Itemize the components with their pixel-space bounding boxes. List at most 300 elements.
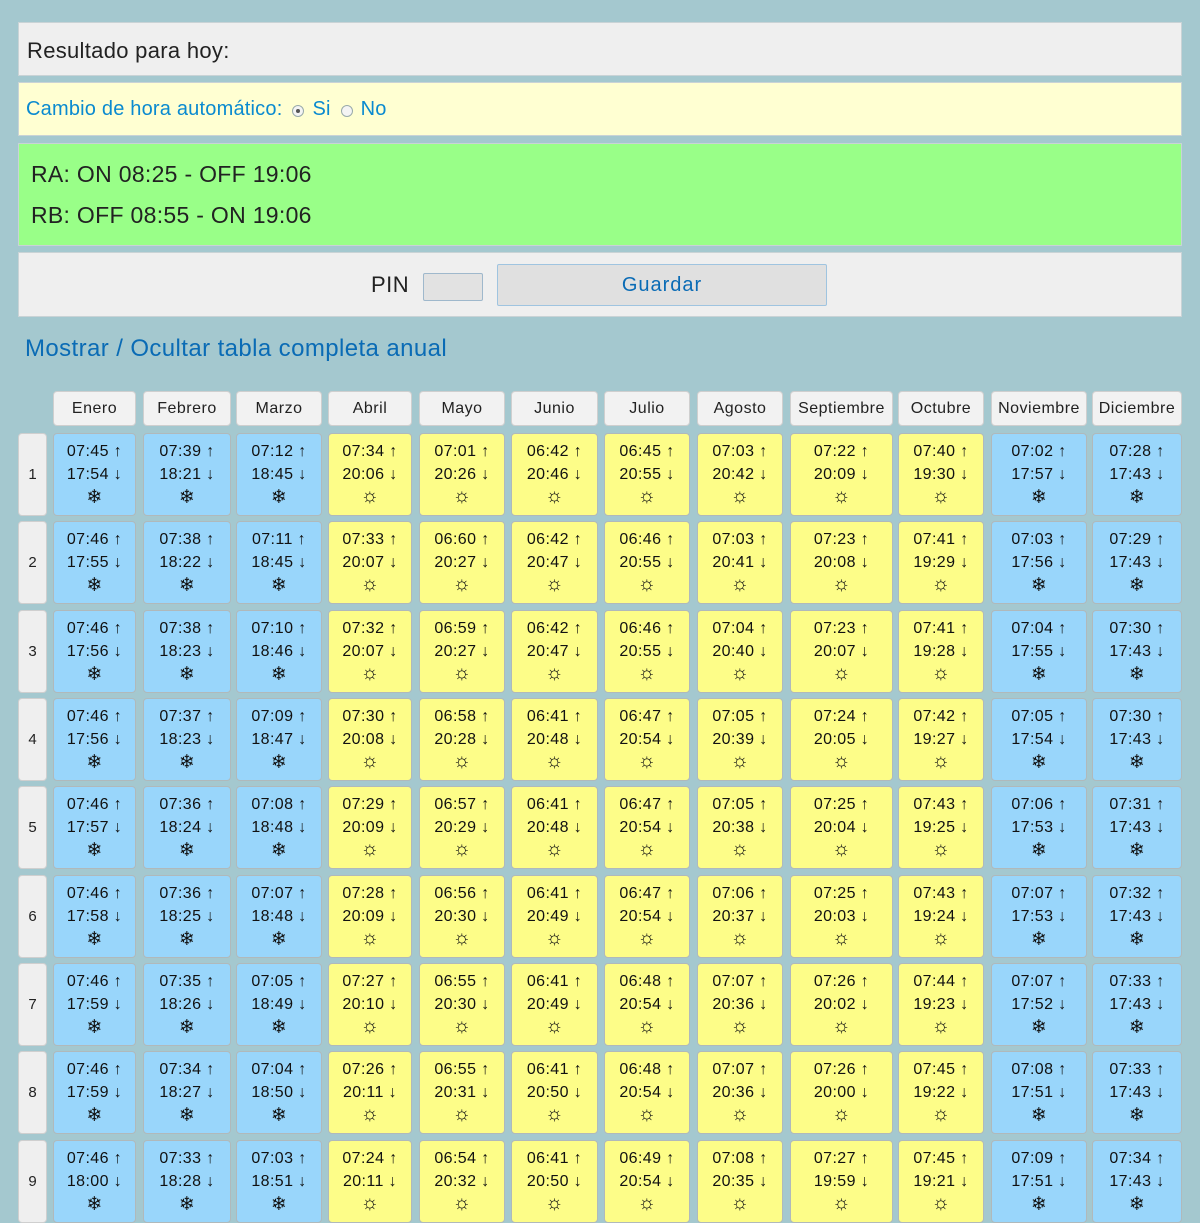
toggle-annual-table-link[interactable]: Mostrar / Ocultar tabla completa anual bbox=[25, 335, 448, 362]
save-button[interactable]: Guardar bbox=[497, 264, 827, 306]
snowflake-icon: ❄ bbox=[270, 575, 288, 596]
day-cell bbox=[419, 698, 505, 781]
sunset-time: 18:45 ↓ bbox=[251, 554, 307, 571]
sunset-time: 17:43 ↓ bbox=[1109, 1173, 1165, 1190]
sunrise-time: 06:54 ↑ bbox=[434, 1150, 490, 1167]
sun-icon: ☼ bbox=[545, 1192, 564, 1214]
day-cell bbox=[419, 1140, 505, 1223]
snowflake-icon: ❄ bbox=[86, 1017, 103, 1038]
sunrise-time: 06:47 ↑ bbox=[619, 885, 675, 902]
dst-radio-no[interactable] bbox=[341, 105, 353, 117]
sunset-time: 20:06 ↓ bbox=[342, 466, 398, 483]
sunset-time: 20:32 ↓ bbox=[434, 1173, 490, 1190]
sunset-time: 18:45 ↓ bbox=[251, 466, 307, 483]
day-cell bbox=[697, 433, 783, 516]
month-header-enero: Enero bbox=[53, 391, 136, 426]
day-cell bbox=[1092, 1140, 1182, 1223]
sunset-time: 19:25 ↓ bbox=[913, 819, 969, 836]
sunrise-time: 06:42 ↑ bbox=[526, 443, 583, 460]
sunset-time: 18:48 ↓ bbox=[251, 819, 307, 836]
sunset-time: 20:49 ↓ bbox=[526, 908, 583, 925]
day-cell bbox=[236, 963, 322, 1046]
sun-icon: ☼ bbox=[931, 1103, 951, 1125]
day-cell bbox=[898, 963, 984, 1046]
sunrise-time: 06:48 ↑ bbox=[619, 973, 675, 990]
dst-radio-si[interactable] bbox=[292, 105, 304, 117]
day-label: 9 bbox=[18, 1140, 47, 1223]
sunrise-time: 06:55 ↑ bbox=[434, 973, 490, 990]
sunrise-time: 07:05 ↑ bbox=[1011, 708, 1067, 725]
sun-icon: ☼ bbox=[832, 927, 851, 949]
day-cell bbox=[143, 610, 231, 693]
sun-icon: ☼ bbox=[452, 1103, 472, 1125]
sun-icon: ☼ bbox=[730, 662, 750, 684]
snowflake-icon: ❄ bbox=[1128, 487, 1146, 508]
month-header-diciembre: Diciembre bbox=[1092, 391, 1182, 426]
result-panel bbox=[18, 22, 1182, 76]
sunset-time: 20:07 ↓ bbox=[342, 554, 398, 571]
month-header-julio: Julio bbox=[604, 391, 690, 426]
day-cell bbox=[328, 1140, 412, 1223]
sunrise-time: 06:41 ↑ bbox=[526, 1061, 583, 1078]
sun-icon: ☼ bbox=[730, 750, 750, 772]
sun-icon: ☼ bbox=[730, 1192, 750, 1214]
sun-icon: ☼ bbox=[545, 573, 564, 595]
day-cell bbox=[697, 963, 783, 1046]
day-cell bbox=[419, 875, 505, 958]
day-label: 8 bbox=[18, 1051, 47, 1134]
sunset-time: 19:24 ↓ bbox=[913, 908, 969, 925]
sun-icon: ☼ bbox=[360, 750, 380, 772]
day-cell bbox=[991, 1051, 1087, 1134]
sunrise-time: 06:57 ↑ bbox=[434, 796, 490, 813]
day-cell bbox=[1092, 786, 1182, 869]
sunrise-time: 06:41 ↑ bbox=[526, 1150, 583, 1167]
sunset-time: 20:36 ↓ bbox=[712, 1084, 768, 1101]
sunrise-time: 07:02 ↑ bbox=[1011, 443, 1067, 460]
sun-icon: ☼ bbox=[360, 927, 380, 949]
sun-icon: ☼ bbox=[832, 1103, 851, 1125]
day-cell bbox=[898, 433, 984, 516]
day-cell bbox=[53, 786, 136, 869]
sunrise-time: 07:27 ↑ bbox=[813, 1150, 870, 1167]
sun-icon: ☼ bbox=[832, 750, 851, 772]
day-cell bbox=[511, 433, 598, 516]
sunrise-time: 07:08 ↑ bbox=[1011, 1061, 1067, 1078]
sunrise-time: 07:12 ↑ bbox=[251, 443, 307, 460]
day-cell bbox=[143, 698, 231, 781]
sunset-time: 17:43 ↓ bbox=[1109, 554, 1165, 571]
day-label: 3 bbox=[18, 610, 47, 693]
snowflake-icon: ❄ bbox=[1128, 840, 1146, 861]
sunset-time: 20:09 ↓ bbox=[813, 466, 870, 483]
day-cell bbox=[898, 610, 984, 693]
day-cell bbox=[1092, 521, 1182, 604]
day-cell bbox=[511, 610, 598, 693]
sunrise-time: 07:04 ↑ bbox=[712, 620, 768, 637]
day-cell bbox=[236, 1140, 322, 1223]
sun-icon: ☼ bbox=[360, 573, 380, 595]
sunrise-time: 07:03 ↑ bbox=[712, 443, 768, 460]
day-cell bbox=[604, 875, 690, 958]
sunrise-time: 07:07 ↑ bbox=[251, 885, 307, 902]
sunset-time: 18:23 ↓ bbox=[159, 643, 215, 660]
sun-icon: ☼ bbox=[452, 927, 472, 949]
day-cell bbox=[991, 698, 1087, 781]
snowflake-icon: ❄ bbox=[1128, 1105, 1146, 1126]
sun-icon: ☼ bbox=[637, 1015, 657, 1037]
month-header-febrero: Febrero bbox=[143, 391, 231, 426]
snowflake-icon: ❄ bbox=[178, 752, 196, 773]
month-header-septiembre: Septiembre bbox=[790, 391, 893, 426]
sun-icon: ☼ bbox=[545, 750, 564, 772]
sunrise-time: 07:05 ↑ bbox=[712, 796, 768, 813]
sun-icon: ☼ bbox=[832, 1192, 851, 1214]
sunset-time: 20:31 ↓ bbox=[434, 1084, 490, 1101]
sunset-time: 20:10 ↓ bbox=[342, 996, 398, 1013]
snowflake-icon: ❄ bbox=[1030, 1105, 1048, 1126]
sunrise-time: 07:33 ↑ bbox=[342, 531, 398, 548]
sunrise-time: 07:39 ↑ bbox=[159, 443, 215, 460]
day-cell bbox=[1092, 1051, 1182, 1134]
sunset-time: 20:54 ↓ bbox=[619, 908, 675, 925]
sunrise-time: 07:42 ↑ bbox=[913, 708, 969, 725]
sun-icon: ☼ bbox=[730, 1015, 750, 1037]
sun-icon: ☼ bbox=[832, 662, 851, 684]
snowflake-icon: ❄ bbox=[86, 487, 103, 508]
snowflake-icon: ❄ bbox=[270, 840, 288, 861]
day-cell bbox=[328, 433, 412, 516]
sunset-time: 20:55 ↓ bbox=[619, 643, 675, 660]
day-cell bbox=[991, 521, 1087, 604]
sunrise-time: 07:27 ↑ bbox=[342, 973, 398, 990]
day-cell bbox=[143, 786, 231, 869]
sunrise-time: 06:41 ↑ bbox=[526, 973, 583, 990]
sunrise-time: 07:30 ↑ bbox=[1109, 708, 1165, 725]
day-cell bbox=[236, 875, 322, 958]
sunrise-time: 07:24 ↑ bbox=[813, 708, 870, 725]
sunset-time: 20:36 ↓ bbox=[712, 996, 768, 1013]
sun-icon: ☼ bbox=[931, 838, 951, 860]
sunset-time: 20:54 ↓ bbox=[619, 819, 675, 836]
sunrise-time: 07:28 ↑ bbox=[1109, 443, 1165, 460]
sunrise-time: 07:29 ↑ bbox=[1109, 531, 1165, 548]
sunset-time: 18:00 ↓ bbox=[66, 1173, 123, 1190]
sunset-time: 20:05 ↓ bbox=[813, 731, 870, 748]
day-cell bbox=[143, 433, 231, 516]
sunset-time: 18:46 ↓ bbox=[251, 643, 307, 660]
month-header-agosto: Agosto bbox=[697, 391, 783, 426]
sunrise-time: 06:49 ↑ bbox=[619, 1150, 675, 1167]
sunset-time: 20:03 ↓ bbox=[813, 908, 870, 925]
sunset-time: 20:55 ↓ bbox=[619, 466, 675, 483]
sunrise-time: 06:59 ↑ bbox=[434, 620, 490, 637]
day-cell bbox=[511, 1140, 598, 1223]
sunset-time: 20:27 ↓ bbox=[434, 554, 490, 571]
sunrise-time: 07:35 ↑ bbox=[159, 973, 215, 990]
snowflake-icon: ❄ bbox=[1030, 929, 1048, 950]
sunrise-time: 06:58 ↑ bbox=[434, 708, 490, 725]
sun-icon: ☼ bbox=[545, 1015, 564, 1037]
sunrise-time: 07:26 ↑ bbox=[813, 1061, 870, 1078]
sunset-time: 17:57 ↓ bbox=[66, 819, 123, 836]
day-cell bbox=[697, 1051, 783, 1134]
sunset-time: 17:51 ↓ bbox=[1011, 1084, 1067, 1101]
sunset-time: 17:57 ↓ bbox=[1011, 466, 1067, 483]
sunset-time: 20:47 ↓ bbox=[526, 554, 583, 571]
day-cell bbox=[328, 1051, 412, 1134]
sun-icon: ☼ bbox=[730, 838, 750, 860]
sunset-time: 17:55 ↓ bbox=[1011, 643, 1067, 660]
dst-option-si-label[interactable]: Si bbox=[312, 98, 331, 120]
day-cell bbox=[991, 875, 1087, 958]
snowflake-icon: ❄ bbox=[1128, 1194, 1146, 1215]
sunset-time: 20:41 ↓ bbox=[712, 554, 768, 571]
day-cell bbox=[991, 610, 1087, 693]
sunset-time: 20:09 ↓ bbox=[342, 819, 398, 836]
sun-icon: ☼ bbox=[931, 573, 951, 595]
sun-icon: ☼ bbox=[832, 1015, 851, 1037]
result-title: Resultado para hoy: bbox=[27, 38, 230, 63]
day-cell bbox=[1092, 610, 1182, 693]
day-cell bbox=[1092, 875, 1182, 958]
sunrise-time: 06:42 ↑ bbox=[526, 620, 583, 637]
sunset-time: 20:54 ↓ bbox=[619, 996, 675, 1013]
sunset-time: 17:56 ↓ bbox=[66, 731, 123, 748]
month-header-junio: Junio bbox=[511, 391, 598, 426]
snowflake-icon: ❄ bbox=[86, 752, 103, 773]
sunrise-time: 07:25 ↑ bbox=[813, 885, 870, 902]
sunrise-time: 07:08 ↑ bbox=[251, 796, 307, 813]
sun-icon: ☼ bbox=[545, 838, 564, 860]
sunset-time: 17:54 ↓ bbox=[1011, 731, 1067, 748]
day-cell bbox=[328, 963, 412, 1046]
sunrise-time: 07:41 ↑ bbox=[913, 620, 969, 637]
month-header-mayo: Mayo bbox=[419, 391, 505, 426]
sunrise-time: 07:45 ↑ bbox=[913, 1150, 969, 1167]
day-cell bbox=[328, 875, 412, 958]
day-cell bbox=[236, 610, 322, 693]
sunrise-time: 07:46 ↑ bbox=[66, 1061, 123, 1078]
sun-icon: ☼ bbox=[545, 927, 564, 949]
sunset-time: 20:02 ↓ bbox=[813, 996, 870, 1013]
sunrise-time: 06:48 ↑ bbox=[619, 1061, 675, 1078]
day-cell bbox=[236, 1051, 322, 1134]
sun-icon: ☼ bbox=[637, 750, 657, 772]
sunrise-time: 07:30 ↑ bbox=[342, 708, 398, 725]
sunrise-time: 07:28 ↑ bbox=[342, 885, 398, 902]
sunset-time: 17:43 ↓ bbox=[1109, 731, 1165, 748]
sunset-time: 20:35 ↓ bbox=[712, 1173, 768, 1190]
day-cell bbox=[143, 963, 231, 1046]
sun-icon: ☼ bbox=[452, 1015, 472, 1037]
sunset-time: 20:28 ↓ bbox=[434, 731, 490, 748]
snowflake-icon: ❄ bbox=[270, 1017, 288, 1038]
sunrise-time: 07:06 ↑ bbox=[712, 885, 768, 902]
pin-label: PIN bbox=[371, 272, 410, 297]
day-cell bbox=[697, 610, 783, 693]
snowflake-icon: ❄ bbox=[178, 1017, 196, 1038]
sun-icon: ☼ bbox=[360, 1103, 380, 1125]
sunset-time: 17:55 ↓ bbox=[66, 554, 123, 571]
day-cell bbox=[790, 875, 893, 958]
sunrise-time: 07:46 ↑ bbox=[66, 1150, 123, 1167]
day-cell bbox=[236, 698, 322, 781]
sunset-time: 17:53 ↓ bbox=[1011, 908, 1067, 925]
sunrise-time: 07:36 ↑ bbox=[159, 796, 215, 813]
sunset-time: 17:52 ↓ bbox=[1011, 996, 1067, 1013]
sun-icon: ☼ bbox=[931, 1192, 951, 1214]
sunset-time: 20:11 ↓ bbox=[342, 1173, 398, 1190]
month-header-octubre: Octubre bbox=[898, 391, 984, 426]
day-cell bbox=[898, 875, 984, 958]
sun-icon: ☼ bbox=[637, 838, 657, 860]
sunrise-time: 07:22 ↑ bbox=[813, 443, 870, 460]
snowflake-icon: ❄ bbox=[270, 929, 288, 950]
day-cell bbox=[898, 1140, 984, 1223]
sunset-time: 17:56 ↓ bbox=[1011, 554, 1067, 571]
day-cell bbox=[53, 698, 136, 781]
day-cell bbox=[604, 786, 690, 869]
sunset-time: 20:26 ↓ bbox=[434, 466, 490, 483]
day-cell bbox=[53, 1140, 136, 1223]
sunset-time: 17:59 ↓ bbox=[66, 996, 123, 1013]
sunset-time: 17:59 ↓ bbox=[66, 1084, 123, 1101]
sunrise-time: 07:04 ↑ bbox=[1011, 620, 1067, 637]
pin-input[interactable] bbox=[423, 273, 483, 301]
day-cell bbox=[604, 433, 690, 516]
day-cell bbox=[419, 610, 505, 693]
day-cell bbox=[419, 786, 505, 869]
sunrise-time: 07:33 ↑ bbox=[159, 1150, 215, 1167]
sunrise-time: 06:45 ↑ bbox=[619, 443, 675, 460]
snowflake-icon: ❄ bbox=[1128, 752, 1146, 773]
sunrise-time: 06:56 ↑ bbox=[434, 885, 490, 902]
sunset-time: 18:50 ↓ bbox=[251, 1084, 307, 1101]
sunset-time: 17:43 ↓ bbox=[1109, 643, 1165, 660]
sunset-time: 20:54 ↓ bbox=[619, 731, 675, 748]
sunrise-time: 07:40 ↑ bbox=[913, 443, 969, 460]
day-cell bbox=[790, 521, 893, 604]
sunrise-time: 07:46 ↑ bbox=[66, 796, 123, 813]
sunrise-time: 07:46 ↑ bbox=[66, 973, 123, 990]
day-label: 7 bbox=[18, 963, 47, 1046]
snowflake-icon: ❄ bbox=[1128, 575, 1146, 596]
sunrise-time: 07:09 ↑ bbox=[251, 708, 307, 725]
day-cell bbox=[236, 786, 322, 869]
sunset-time: 17:43 ↓ bbox=[1109, 466, 1165, 483]
sunset-time: 20:50 ↓ bbox=[526, 1084, 583, 1101]
day-cell bbox=[898, 786, 984, 869]
snowflake-icon: ❄ bbox=[86, 840, 103, 861]
day-cell bbox=[790, 963, 893, 1046]
sunrise-time: 07:07 ↑ bbox=[1011, 885, 1067, 902]
day-cell bbox=[511, 1051, 598, 1134]
sunrise-time: 06:41 ↑ bbox=[526, 796, 583, 813]
sun-icon: ☼ bbox=[637, 662, 657, 684]
sunset-time: 20:11 ↓ bbox=[342, 1084, 398, 1101]
day-cell bbox=[53, 963, 136, 1046]
sun-icon: ☼ bbox=[545, 1103, 564, 1125]
sun-icon: ☼ bbox=[637, 573, 657, 595]
sunrise-time: 07:32 ↑ bbox=[1109, 885, 1165, 902]
sunrise-time: 07:38 ↑ bbox=[159, 620, 215, 637]
sunrise-time: 07:41 ↑ bbox=[913, 531, 969, 548]
day-cell bbox=[604, 1140, 690, 1223]
dst-option-no-label[interactable]: No bbox=[360, 98, 387, 120]
sunrise-time: 07:31 ↑ bbox=[1109, 796, 1165, 813]
sun-icon: ☼ bbox=[931, 662, 951, 684]
sun-icon: ☼ bbox=[360, 485, 380, 507]
relay-b-status: RB: OFF 08:55 - ON 19:06 bbox=[31, 202, 312, 228]
sunset-time: 20:30 ↓ bbox=[434, 908, 490, 925]
day-cell bbox=[790, 610, 893, 693]
sunset-time: 20:50 ↓ bbox=[526, 1173, 583, 1190]
relay-a-status: RA: ON 08:25 - OFF 19:06 bbox=[31, 161, 312, 187]
sunset-time: 18:23 ↓ bbox=[159, 731, 215, 748]
sunrise-time: 07:30 ↑ bbox=[1109, 620, 1165, 637]
snowflake-icon: ❄ bbox=[86, 575, 103, 596]
day-cell bbox=[991, 1140, 1087, 1223]
sunset-time: 20:39 ↓ bbox=[712, 731, 768, 748]
day-cell bbox=[697, 521, 783, 604]
sunrise-time: 07:45 ↑ bbox=[66, 443, 123, 460]
snowflake-icon: ❄ bbox=[178, 1194, 196, 1215]
sunset-time: 20:29 ↓ bbox=[434, 819, 490, 836]
sunset-time: 19:21 ↓ bbox=[913, 1173, 969, 1190]
sunrise-time: 07:08 ↑ bbox=[712, 1150, 768, 1167]
sunset-time: 20:49 ↓ bbox=[526, 996, 583, 1013]
sunrise-time: 07:05 ↑ bbox=[251, 973, 307, 990]
sunset-time: 18:22 ↓ bbox=[159, 554, 215, 571]
sun-icon: ☼ bbox=[637, 1103, 657, 1125]
sunrise-time: 07:43 ↑ bbox=[913, 885, 969, 902]
sunset-time: 20:07 ↓ bbox=[813, 643, 870, 660]
sun-icon: ☼ bbox=[452, 485, 472, 507]
day-cell bbox=[898, 521, 984, 604]
snowflake-icon: ❄ bbox=[178, 664, 196, 685]
day-cell bbox=[236, 433, 322, 516]
day-cell bbox=[53, 610, 136, 693]
sunrise-time: 07:04 ↑ bbox=[251, 1061, 307, 1078]
sunset-time: 18:21 ↓ bbox=[159, 466, 215, 483]
sunset-time: 19:29 ↓ bbox=[913, 554, 969, 571]
sunrise-time: 07:33 ↑ bbox=[1109, 973, 1165, 990]
sun-icon: ☼ bbox=[545, 485, 564, 507]
day-cell bbox=[991, 963, 1087, 1046]
sunset-time: 17:43 ↓ bbox=[1109, 996, 1165, 1013]
dst-row bbox=[26, 98, 387, 121]
sunset-time: 20:07 ↓ bbox=[342, 643, 398, 660]
sun-icon: ☼ bbox=[360, 838, 380, 860]
sunrise-time: 07:24 ↑ bbox=[342, 1150, 398, 1167]
dst-label: Cambio de hora automático: bbox=[26, 98, 283, 120]
sunrise-time: 06:60 ↑ bbox=[434, 531, 490, 548]
sun-icon: ☼ bbox=[637, 1192, 657, 1214]
snowflake-icon: ❄ bbox=[86, 664, 103, 685]
sunset-time: 20:37 ↓ bbox=[712, 908, 768, 925]
sunrise-time: 07:26 ↑ bbox=[342, 1061, 398, 1078]
sunset-time: 18:48 ↓ bbox=[251, 908, 307, 925]
sun-icon: ☼ bbox=[931, 1015, 951, 1037]
sunrise-time: 07:46 ↑ bbox=[66, 620, 123, 637]
sunset-time: 17:43 ↓ bbox=[1109, 908, 1165, 925]
day-cell bbox=[604, 521, 690, 604]
sun-icon: ☼ bbox=[637, 927, 657, 949]
sunrise-time: 06:55 ↑ bbox=[434, 1061, 490, 1078]
sun-icon: ☼ bbox=[730, 1103, 750, 1125]
sunset-time: 19:27 ↓ bbox=[913, 731, 969, 748]
